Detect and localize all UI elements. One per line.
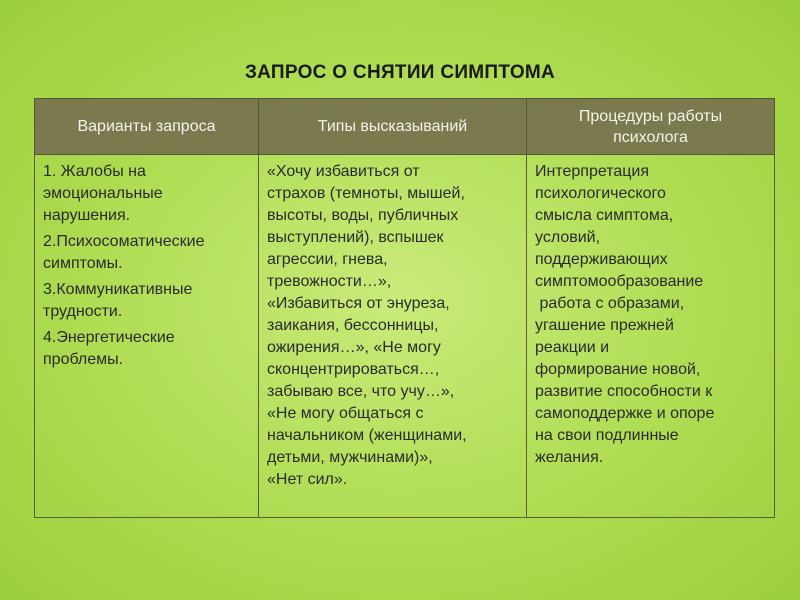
cell-psychologist-procedures <box>527 155 775 518</box>
text-line: агрессии, гнева, <box>267 251 388 268</box>
table-row <box>35 155 775 518</box>
list-item <box>43 231 250 275</box>
text-line: самоподдержке и опоре <box>535 405 715 422</box>
text-line: ожирения…», «Не могу <box>267 339 441 356</box>
list-item <box>43 161 250 227</box>
header-request-variants <box>35 99 259 155</box>
text-line: детьми, мужчинами)», <box>267 449 433 466</box>
text-line: проблемы. <box>43 351 124 368</box>
text-line: 4.Энергетические <box>43 329 175 346</box>
text-line: симптомообразование <box>535 273 704 290</box>
text-line: желания. <box>535 449 604 466</box>
text-line: формирование новой, <box>535 361 701 378</box>
list-item <box>43 327 250 371</box>
text-line: нарушения. <box>43 207 131 224</box>
text-line: забываю все, что учу…», <box>267 383 455 400</box>
text-line: психологического <box>535 185 666 202</box>
header-statement-types <box>259 99 527 155</box>
text-line: симптомы. <box>43 255 123 272</box>
text-line: эмоциональные <box>43 185 163 202</box>
text-line: реакции и <box>535 339 610 356</box>
text-line: работа с образами, <box>535 295 685 312</box>
text-line: развитие способности к <box>535 383 713 400</box>
table-header-row <box>35 99 775 155</box>
header-line: Варианты запроса <box>77 118 216 135</box>
header-psychologist-procedures <box>527 99 775 155</box>
text-line: трудности. <box>43 303 123 320</box>
text-line: высоты, воды, публичных <box>267 207 459 224</box>
request-table <box>34 98 775 518</box>
text-line: поддерживающих <box>535 251 668 268</box>
text-line: Интерпретация <box>535 163 650 180</box>
text-line: страхов (темноты, мышей, <box>267 185 465 202</box>
header-line: психолога <box>613 128 688 146</box>
text-line: сконцентрироваться…, <box>267 361 440 378</box>
text-line: «Избавиться от энуреза, <box>267 295 450 312</box>
text-line: 3.Коммуникативные <box>43 281 193 298</box>
text-line: смысла симптома, <box>535 207 674 224</box>
text-line: на свои подлинные <box>535 427 679 444</box>
slide-title: ЗАПРОС О СНЯТИИ СИМПТОМА <box>244 62 556 83</box>
text-line: условий, <box>535 229 601 246</box>
text-line: «Хочу избавиться от <box>267 163 420 180</box>
text-line: 2.Психосоматические <box>43 233 205 250</box>
cell-request-variants <box>35 155 259 518</box>
list-item <box>43 279 250 323</box>
text-line: начальником (женщинами, <box>267 427 467 444</box>
text-line: 1. Жалобы на <box>43 163 146 180</box>
text-line: угашение прежней <box>535 317 674 334</box>
cell-statement-types <box>259 155 527 518</box>
text-line: заикания, бессонницы, <box>267 317 439 334</box>
text-line: выступлений), вспышек <box>267 229 444 246</box>
header-line: Типы высказываний <box>317 118 468 135</box>
text-line: «Нет сил». <box>267 471 348 488</box>
text-line: тревожности…», <box>267 273 392 290</box>
text-line: «Не могу общаться с <box>267 405 424 422</box>
header-line: Процедуры работы <box>578 107 723 125</box>
